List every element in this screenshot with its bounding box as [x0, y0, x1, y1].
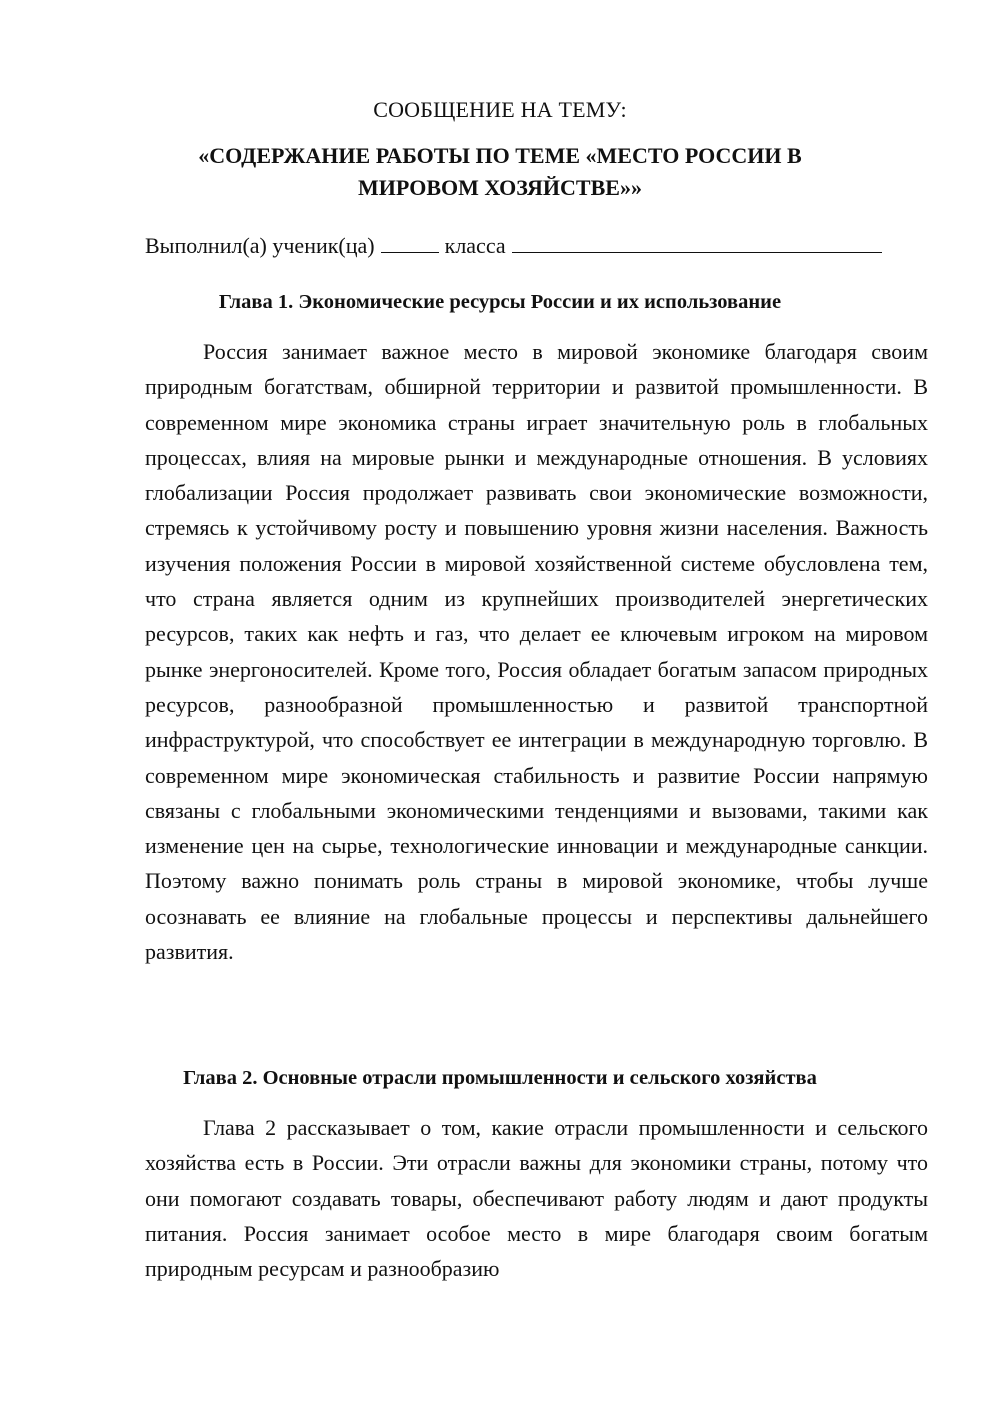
chapter-2-paragraph: Глава 2 рассказывает о том, какие отрасли промышленности и сельского хозяйства есть в России. Эти отрасли важны для экономики страны, потому что они помогают создавать товары, обеспечивают работу людям и дают продукты питания. Россия занимает особое место в мире благодаря своим богатым природным ресурсам и разнообразию: [145, 1115, 928, 1282]
document-subtitle: «СОДЕРЖАНИЕ РАБОТЫ ПО ТЕМЕ «МЕСТО РОССИИ В МИРОВОМ ХОЗЯЙСТВЕ»»: [198, 143, 802, 200]
name-blank-field: [512, 230, 882, 253]
chapter-2-heading: Глава 2. Основные отрасли промышленности и сельского хозяйства: [183, 1067, 817, 1089]
author-label: Выполнил(а) ученик(ца): [145, 233, 375, 258]
class-blank-field: [381, 230, 439, 253]
chapter-1-heading: Глава 1. Экономические ресурсы России и их использование: [218, 291, 782, 313]
chapter-1-paragraph: Россия занимает важное место в мировой экономике благодаря своим природным богатствам, обширной территории и развитой промышленности. В современном мире экономика страны играет значительную роль в глобальных процессах, влияя на мировые рынки и международные отношения. В условиях глобализации Россия продолжает развивать свои экономические возможности, стремясь к устойчивому росту и повышению уровня жизни населения. Важность изучения положения России в мировой хозяйственной системе обусловлена тем, что страна является одним из крупнейших производителей энергетических ресурсов, таких как нефть и газ, что делает ее ключевым игроком на мировом рынке энергоносителей. Кроме того, Россия обладает богатым запасом природных ресурсов, разнообразной промышленностью и развитой транспортной инфраструктурой, что способствует ее интеграции в международную торговлю. В современном мире экономическая стабильность и развитие России напрямую связаны с глобальными экономическими тенденциями и вызовами, такими как изменение цен на сырье, технологические инновации и международные санкции. Поэтому важно понимать роль страны в мировой экономике, чтобы лучше осознавать ее влияние на глобальные процессы и перспективы дальнейшего развития.: [145, 339, 928, 965]
document-title: СООБЩЕНИЕ НА ТЕМУ:: [373, 97, 627, 122]
author-line: [145, 230, 882, 262]
class-label: класса: [444, 233, 506, 258]
